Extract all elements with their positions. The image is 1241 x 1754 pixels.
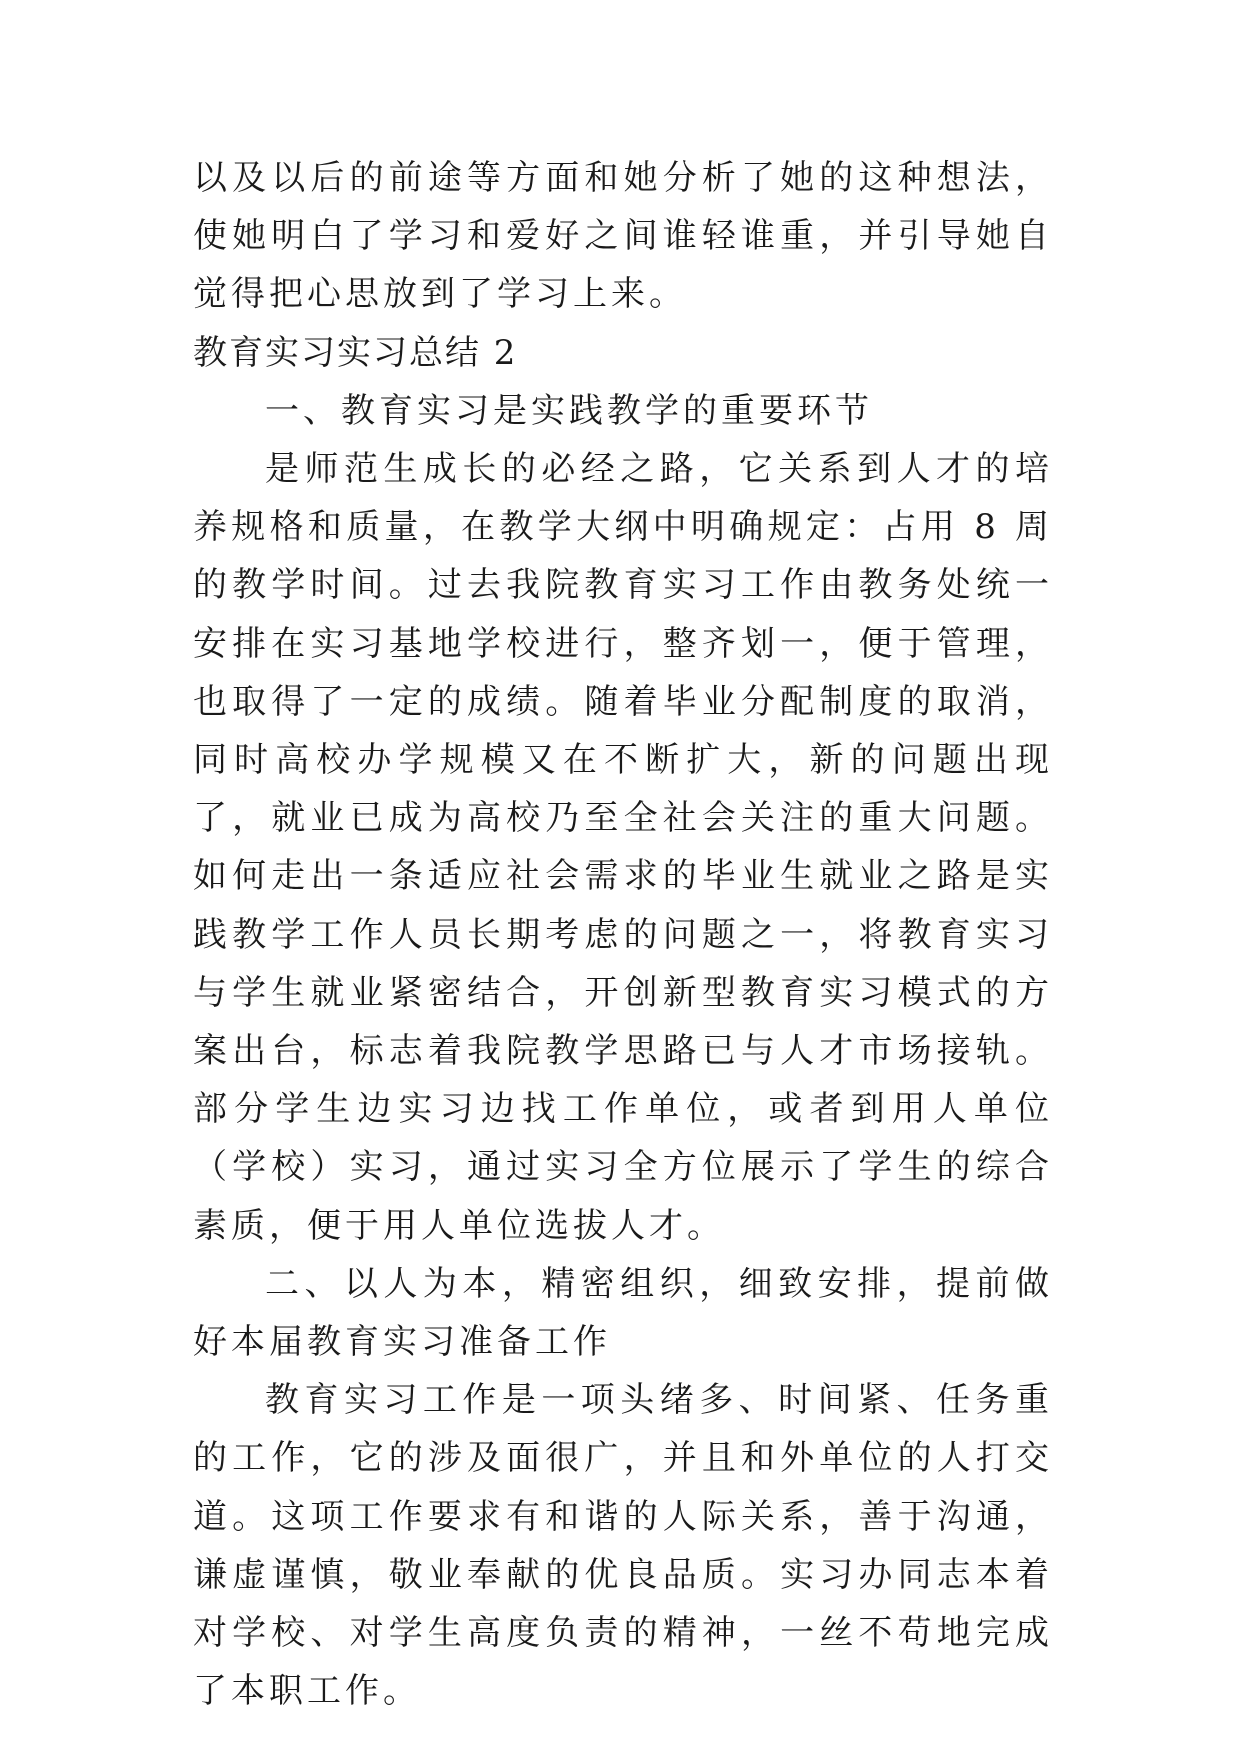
paragraph-1: 是师范生成长的必经之路，它关系到人才的培养规格和质量，在教学大纲中明确规定：占用 8 周的教学时间。过去我院教育实习工作由教务处统一安排在实习基地学校进行，整齐划一，便于管理，也取得了一定的成绩。随着毕业分配制度的取消，同时高校办学规模又在不断扩大，新的问题出现了，就业已成为高校乃至全社会关注的重大问题。如何走出一条适应社会需求的毕业生就业之路是实践教学工作人员长期考虑的问题之一，将教育实习与学生就业紧密结合，开创新型教育实习模式的方案出台，标志着我院教学思路已与人才市场接轨。部分学生边实习边找工作单位，或者到用人单位（学校）实习，通过实习全方位展示了学生的综合素质，便于用人单位选拔人才。	[193, 449, 1053, 1246]
heading-1: 一、教育实习是实践教学的重要环节	[265, 390, 873, 431]
section-title: 教育实习实习总结 2	[193, 332, 518, 373]
continued-paragraph: 以及以后的前途等方面和她分析了她的这种想法，使她明白了学习和爱好之间谁轻谁重，并引导她自觉得把心思放到了学习上来。	[193, 158, 1053, 315]
paragraph-2: 教育实习工作是一项头绪多、时间紧、任务重的工作，它的涉及面很广，并且和外单位的人打交道。这项工作要求有和谐的人际关系，善于沟通，谦虚谨慎，敬业奉献的优良品质。实习办同志本着对学校、对学生高度负责的精神，一丝不苟地完成了本职工作。	[193, 1380, 1053, 1712]
document-body	[193, 149, 1053, 1720]
heading-2: 二、以人为本，精密组织，细致安排，提前做好本届教育实习准备工作	[193, 1263, 1053, 1363]
